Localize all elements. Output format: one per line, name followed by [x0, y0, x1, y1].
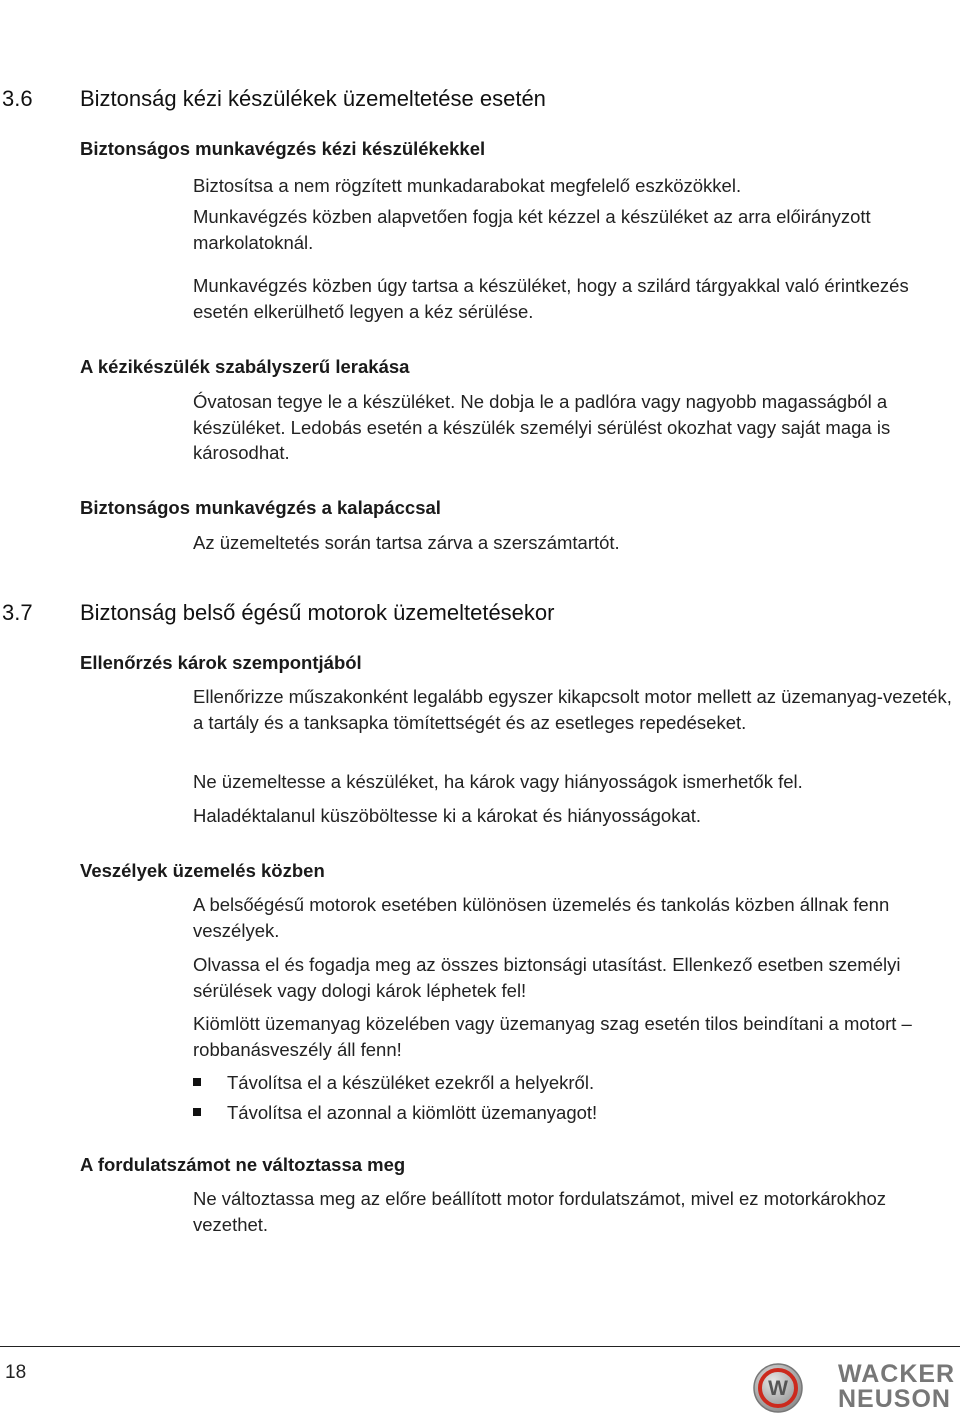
subsection-heading: Ellenőrzés károk szempontjából: [80, 652, 362, 673]
paragraph: Kiömlött üzemanyag közelében vagy üzemanyag szag esetén tilos beindítani a motort – robbanásveszély áll fenn!: [193, 1013, 912, 1060]
subsection-heading: Biztonságos munkavégzés a kalapáccsal: [80, 497, 441, 518]
paragraph: Munkavégzés közben alapvetően fogja két kézzel a készüléket az arra előirányzott markolatoknál.: [193, 206, 871, 253]
paragraph: A belsőégésű motorok esetében különösen üzemelés és tankolás közben állnak fenn veszélyek.: [193, 894, 890, 941]
paragraph: Biztosítsa a nem rögzített munkadarabokat megfelelő eszközökkel.: [193, 175, 742, 196]
logo-emblem-icon: [752, 1362, 804, 1414]
page-number: 18: [5, 1362, 27, 1383]
section-title: Biztonság kézi készülékek üzemeltetése esetén: [80, 86, 546, 111]
section-number: 3.6: [2, 86, 33, 111]
paragraph: Az üzemeltetés során tartsa zárva a szerszámtartót.: [193, 532, 620, 553]
paragraph: Ne üzemeltesse a készüléket, ha károk vagy hiányosságok ismerhetők fel.: [193, 771, 803, 792]
subsection-heading: Veszélyek üzemelés közben: [80, 860, 325, 881]
subsection-heading: Biztonságos munkavégzés kézi készülékekkel: [80, 138, 486, 159]
subsection-heading: A fordulatszámot ne változtassa meg: [80, 1154, 406, 1175]
paragraph: Ellenőrizze műszakonként legalább egyszer kikapcsolt motor mellett az üzemanyag-vezeték, a tartály és a tanksapka tömítettségét és az esetleges repedéseket.: [193, 686, 952, 733]
square-bullet-icon: [193, 1108, 201, 1116]
section-number: 3.7: [2, 600, 33, 625]
logo-text-neuson: NEUSON: [838, 1385, 951, 1413]
paragraph: Olvassa el és fogadja meg az összes biztonsági utasítást. Ellenkező esetben személyi sérülések vagy dologi károk léphetek fel!: [193, 954, 901, 1001]
wacker-neuson-logo: [752, 1360, 958, 1412]
square-bullet-icon: [193, 1078, 201, 1086]
paragraph: Munkavégzés közben úgy tartsa a készüléket, hogy a szilárd tárgyakkal való érintkezés esetén elkerülhető legyen a kéz sérülése.: [193, 275, 909, 322]
section-title: Biztonság belső égésű motorok üzemeltetésekor: [80, 600, 555, 625]
list-item-text: Távolítsa el azonnal a kiömlött üzemanyagot!: [227, 1102, 598, 1123]
subsection-heading: A kézikészülék szabályszerű lerakása: [80, 356, 410, 377]
paragraph: Ne változtassa meg az előre beállított motor fordulatszámot, mivel ez motorkárokhoz vezethet.: [193, 1188, 887, 1235]
logo-mark-text: W: [768, 1377, 788, 1400]
paragraph: Haladéktalanul küszöböltesse ki a károkat és hiányosságokat.: [193, 805, 702, 826]
logo-text-wacker: WACKER: [838, 1360, 956, 1388]
paragraph: Óvatosan tegye le a készüléket. Ne dobja le a padlóra vagy nagyobb magasságból a készüléket. Ledobás esetén a készülék személyi sérülést okozhat vagy saját maga is károsodhat.: [193, 391, 891, 463]
footer-divider: [0, 1346, 960, 1347]
list-item-text: Távolítsa el a készüléket ezekről a helyekről.: [227, 1072, 595, 1093]
